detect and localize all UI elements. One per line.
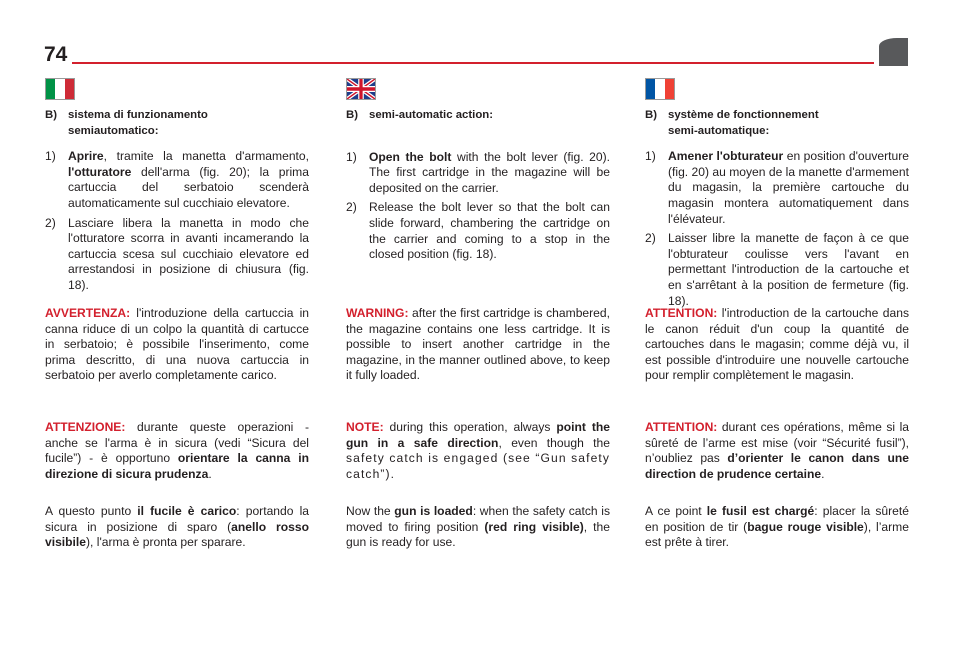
final-bold: anello rosso visibile [45,519,309,550]
final-text: : placer la sûreté en position de tir ( [645,504,909,534]
french-flag-icon [645,78,675,100]
corner-tab [879,38,908,66]
final-paragraph [645,504,909,551]
section-heading [645,108,909,139]
warning-label: WARNING: [346,306,409,320]
italian-column [45,108,309,550]
heading-line-1: sistema di funzionamento [68,109,208,121]
step-number: 1) [45,149,56,164]
caution-bold: d’orienter le canon dans une direction de prudence certaine [645,451,909,481]
warning-text: l'introduzione della cartuccia in canna riduce di un colpo la quantità di cartucce in serbatoio; è possibile l'inserimento, come prima descritto, di una nuova cartuccia in serbatoio per averlo completamente carico. [45,306,309,383]
final-text: Now the [346,504,395,518]
note-label: NOTE: [346,420,384,434]
warning-paragraph [45,306,309,384]
caution-text: . [208,466,212,481]
heading-line-1: semi-automatic action: [369,109,494,121]
note-text: safety catch is engaged (see “Gun safety catch”). [346,451,610,481]
final-text: : portando la sicura in posizione di sparo ( [45,504,309,534]
caution-bold: orientare la canna in direzione di sicura prudenza [45,451,309,481]
final-text: : when the safety catch is moved to firing position [346,504,610,534]
uk-flag-icon [346,78,376,100]
step-text: dell'arma (fig. 20); la prima cartuccia del serbatoio scenderà automaticamente sul cucchiaio elevatore. [68,164,309,210]
final-bold: il fucile è carico [137,504,237,518]
heading-label: B) [645,109,658,121]
step-number: 2) [45,215,56,230]
caution-text: . [821,466,825,481]
heading-line-2: semiautomatico: [68,124,159,137]
italian-flag-icon [45,78,75,100]
step-bold: l'otturatore [68,164,132,179]
step-bold: Amener l'obturateur [668,149,784,164]
step-number: 2) [645,231,656,246]
warning-text: after the first cartridge is chambered, the magazine contains one less cartridge. It is possible to insert another cartridge in the magazine, in the manner outlined above, to keep it fully loaded. [346,306,610,383]
caution-paragraph [45,420,309,482]
step-bold: Open the bolt [369,149,452,164]
heading-line-2: semi-automatique: [668,124,770,137]
step-1 [645,149,909,227]
caution-label: ATTENZIONE: [45,420,126,434]
step-2 [645,231,909,309]
caution-text: durant ces opérations, même si la sûreté de l’arme est mise (voir “Sécurité fusil”), n’oubliez pas [645,420,909,466]
step-number: 1) [346,149,357,164]
note-paragraph [346,420,610,482]
step-text: , tramite la manetta d'armamento, [103,149,309,164]
final-text: ), l’arme est prête à tirer. [645,519,909,550]
header-rule [72,62,874,64]
note-text: , even though the [498,435,610,450]
final-paragraph [346,504,610,551]
caution-text: durante queste operazioni - anche se l'arma è in sicura (vedi “Sicura del fucile”) - è opportuno [45,420,309,466]
note-bold: point the gun in a safe direction [346,420,610,450]
final-paragraph [45,504,309,551]
final-bold: gun is loaded [394,504,473,518]
warning-label: AVVERTENZA: [45,306,131,320]
final-bold: (red ring visible) [484,519,584,534]
final-bold: bague rouge visible [747,519,864,534]
step-2 [346,200,610,262]
section-heading [45,108,309,139]
warning-paragraph [645,306,909,384]
step-2 [45,216,309,294]
note-text: during this operation, always [383,420,557,434]
final-bold: le fusil est chargé [706,504,815,518]
step-1 [346,150,610,197]
step-text: Laisser libre la manette de façon à ce que l'obturateur coulisse vers l'avant en permettant l'introduction de la cartouche et en s'arrêtant à la position de fermeture (fig. 18). [668,231,909,308]
warning-paragraph [346,306,610,384]
page-number: 74 [44,43,68,66]
caution-label: ATTENTION: [645,420,718,434]
heading-line-1: système de fonctionnement [668,109,819,121]
step-text: Release the bolt lever so that the bolt can slide forward, chambering the cartridge on the carrier and coming to a stop in the closed position (fig. 18). [369,200,610,262]
caution-paragraph [645,420,909,482]
warning-text: l'introduction de la cartouche dans le canon réduit d'un coup la quantité de cartouches dans le magasin; comme déjà vu, il est possible d'introduire une nouvelle cartouche pour remplir complètement le magasin. [645,306,909,383]
step-text: with the bolt lever (fig. 20). The first cartridge in the magazine will be deposited on the carrier. [369,149,610,195]
heading-label: B) [45,109,58,121]
final-text: A questo punto [45,504,138,518]
step-number: 1) [645,149,656,164]
french-column [645,108,909,550]
final-text: A ce point [645,504,707,518]
step-bold: Aprire [68,149,104,164]
final-text: ), l'arma è pronta per sparare. [86,535,246,550]
step-1 [45,149,309,211]
section-heading [346,108,610,124]
english-column [346,108,610,550]
heading-label: B) [346,109,359,121]
step-text: en position d'ouverture (fig. 20) au moyen de la manette d'armement du magasin, la première cartouche du magasin montera automatiquement dans l'élévateur. [668,149,909,226]
step-number: 2) [346,200,357,215]
step-text: Lasciare libera la manetta in modo che l'otturatore scorra in avanti incamerando la cartuccia scesa sul cucchiaio elevatore ed arrestandosi in posizione di chiusura (fig. 18). [68,215,309,292]
warning-label: ATTENTION: [645,306,718,320]
final-text: , the gun is ready for use. [346,519,610,550]
